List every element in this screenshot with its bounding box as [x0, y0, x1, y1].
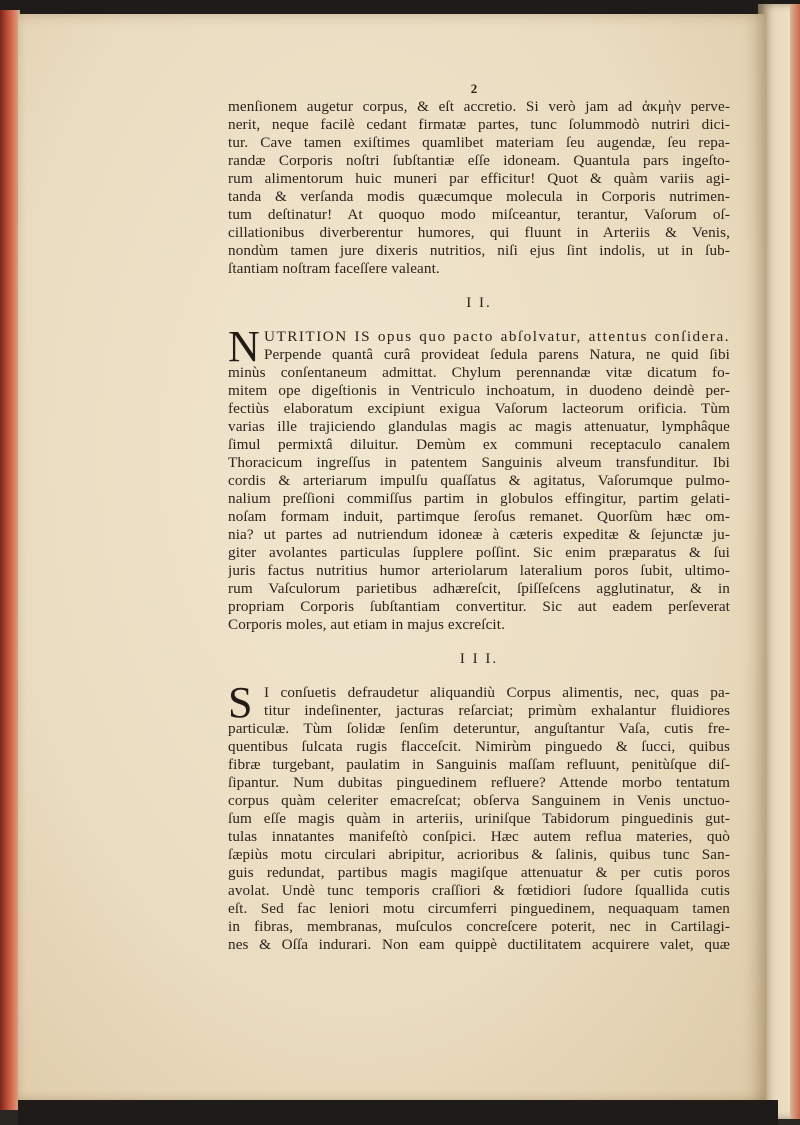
text-line: nerit, neque facilè cedant firmatæ partes, tunc ſolummodò nutriri dici-	[228, 116, 730, 133]
book-left-edge	[0, 10, 20, 1110]
text-line: ſipantur. Num dubitas pinguedinem refluere? Attende morbo tentatum	[228, 774, 730, 791]
text-line: nia? ut partes ad nutriendum idoneæ à cæteris expeditæ & ſejunctæ ju-	[228, 526, 730, 543]
section-heading-2: I I.	[466, 295, 492, 311]
page-number: 2	[470, 81, 478, 96]
text-line: tulas innatantes manifeſtò conſpici. Hæc autem reflua materies, quò	[228, 828, 730, 845]
text-line: particulæ. Tùm ſolidæ ſenſim deteruntur, anguſtantur Vaſa, cutis fre-	[228, 720, 730, 737]
text-line: rum Vaſculorum parietibus adhæreſcit, ſpiſſeſcens agglutinatur, & in	[228, 580, 730, 597]
text-line: corpus quàm celeriter emacreſcat; obſerva Sanguinem in Venis unctuo-	[228, 792, 730, 809]
text-line: titur indeſinenter, jacturas reſarciat; primùm exhalantur fluidiores	[264, 702, 730, 719]
drop-cap: N	[228, 322, 260, 371]
text-line: juris factus nutritius humor arteriolarum lateralium poros ſubit, ultimo-	[228, 562, 730, 579]
text-line: quentibus ſulcata rugis flacceſcit. Nimirùm pinguedo & ſucci, quibus	[228, 738, 730, 755]
text-line: nondùm tamen jure dixeris nutritios, niſi ejus ſint indolis, ut in ſub-	[228, 242, 730, 259]
text-line: giter avolantes particulas ſupplere poſſint. Sic enim præparatus & ſui	[228, 544, 730, 561]
text-line: rum alimentorum huic muneri par efficitur! Quot & quàm variis agi-	[228, 170, 730, 187]
text-line: fectiùs elaboratum excipiunt exigua Vaſorum lacteorum orificia. Tùm	[228, 400, 730, 417]
text-line: randæ Corporis noſtri ſubſtantiæ eſſe idoneam. Quantula pars ingeſto-	[228, 152, 730, 169]
text-line: tur. Cave tamen exiſtimes quamlibet materiam ſeu augendæ, ſeu repa-	[228, 134, 730, 151]
text-line: guis redundat, partibus magis magiſque attenuatur & per cutis poros	[228, 864, 730, 881]
text-line: nes & Oſſa indurari. Non eam quippè ductilitatem acquirere valet, quæ	[228, 936, 730, 953]
text-line: minùs conſentaneum admittat. Chylum perennandæ vitæ dicatum fo-	[228, 364, 730, 381]
text-line: Corporis moles, aut etiam in majus excreſcit.	[228, 616, 505, 633]
text-line: avolat. Undè tunc temporis craſſiori & fœtidiori ſudore ſquallida cutis	[228, 882, 730, 899]
section-3-paragraph	[228, 678, 730, 954]
drop-cap: S	[228, 678, 253, 727]
facing-page-red-edge	[790, 4, 800, 1119]
section-heading-3: I I I.	[459, 651, 499, 667]
text-line: mitem ope digeſtionis in Ventriculo inchoatum, in duodeno deindè per-	[228, 382, 730, 399]
text-line: propriam Corporis ſubſtantiam convertitur. Sic aut eadem perſeverat	[228, 598, 730, 615]
page-text	[228, 80, 730, 954]
text-line: tum deſtinatur! At quoquo modo miſceantur, terantur, Vaſorum oſ-	[228, 206, 730, 223]
text-line: menſionem augetur corpus, & eſt accretio. Si verò jam ad ἀκμὴν perve-	[228, 98, 730, 115]
text-line: ſimul permixtâ diluitur. Demùm ex communi receptaculo canalem	[228, 436, 730, 453]
text-line: ſum eſſe magis quàm in arteriis, uriniſque Tabidorum pinguedinis gut-	[228, 810, 730, 827]
text-line: noſam formam induit, partimque ſeroſus remanet. Quorſùm hæc om-	[228, 508, 730, 525]
text-line: nalium preſſioni commiſſus partim in globulos effingitur, partim gelati-	[228, 490, 730, 507]
scan-top-edge	[0, 0, 800, 14]
scan-bottom-edge	[18, 1100, 778, 1125]
text-line: cillationibus diverberentur humores, qui fluunt in Arteriis & Venis,	[228, 224, 730, 241]
text-line: eſt. Sed fac leniori motu circumferri pinguedinem, nequaquam tamen	[228, 900, 730, 917]
text-line: Perpende quantâ curâ provideat ſedula parens Natura, ne quid ſibi	[264, 346, 730, 363]
text-line: fibræ turgebant, paulatim in Sanguinis maſſam refluunt, penitùſque diſ-	[228, 756, 730, 773]
text-line: Thoracicum ingreſſus in patentem Sanguinis alveum transfunditur. Ibi	[228, 454, 730, 471]
text-line: cordis & arteriarum impulſu quaſſatus & agitatus, Vaſorumque pulmo-	[228, 472, 730, 489]
text-line: ſtantiam noſtram faceſſere valeant.	[228, 260, 440, 277]
text-line: tanda & verſanda modis quæcumque molecula in Corporis nutrimen-	[228, 188, 730, 205]
text-line: ſæpiùs motu circulari abripitur, acrioribus & ſalinis, quibus tunc San-	[228, 846, 730, 863]
text-line: varias ille trajiciendo glandulas magis ac magis attenuatur, lymphâque	[228, 418, 730, 435]
text-line: I conſuetis defraudetur aliquandiù Corpus alimentis, nec, quas pa-	[264, 684, 730, 701]
intro-paragraph	[228, 98, 730, 278]
text-line: UTRITION IS opus quo pacto abſolvatur, attentus conſidera.	[264, 328, 730, 345]
text-line: in fibras, membranas, muſculos concreſcere poterit, nec in Cartilagi-	[228, 918, 730, 935]
section-2-paragraph	[228, 322, 730, 634]
